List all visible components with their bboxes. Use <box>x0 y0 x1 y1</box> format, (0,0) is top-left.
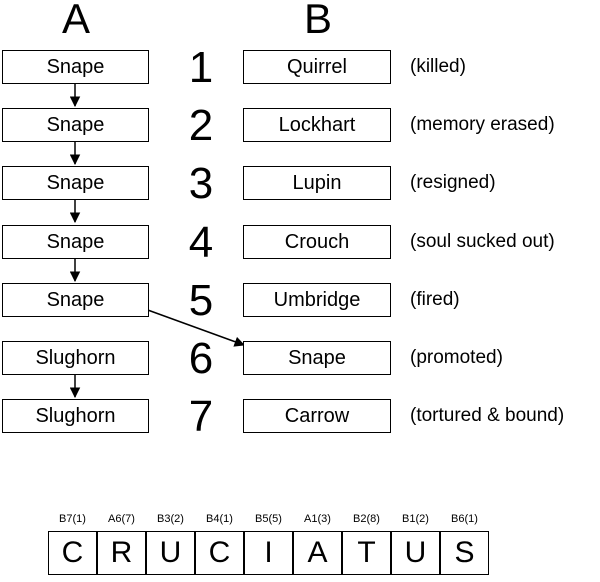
column-a-header: A <box>61 0 90 42</box>
row-2-a-box: Snape <box>2 108 149 142</box>
row-2-number: 2 <box>188 101 214 150</box>
answer-letter-9: S <box>440 531 489 575</box>
row-1-number: 1 <box>188 43 214 92</box>
answer-code-1: B7(1) <box>59 513 86 525</box>
row-6-number: 6 <box>188 334 214 383</box>
row-5-note: (fired) <box>410 289 460 310</box>
row-4-a-box: Snape <box>2 225 149 259</box>
answer-code-6: A1(3) <box>304 513 331 525</box>
answer-letter-6: A <box>293 531 342 575</box>
row-2-note: (memory erased) <box>410 114 555 135</box>
row-4-number: 4 <box>188 218 214 267</box>
row-7-note: (tortured & bound) <box>410 405 565 426</box>
row-5-a-box: Snape <box>2 283 149 317</box>
row-3-b-box: Lupin <box>243 166 391 200</box>
row-6-note: (promoted) <box>410 347 503 368</box>
column-b-header: B <box>303 0 332 42</box>
row-3-number: 3 <box>188 159 214 208</box>
row-6-b-box: Snape <box>243 341 391 375</box>
answer-letter-4: C <box>195 531 244 575</box>
answer-letter-2: R <box>97 531 146 575</box>
answer-code-9: B6(1) <box>451 513 478 525</box>
row-3-note: (resigned) <box>410 172 496 193</box>
row-3-a-box: Snape <box>2 166 149 200</box>
row-7-number: 7 <box>188 392 214 441</box>
row-7-a-box: Slughorn <box>2 399 149 433</box>
answer-code-4: B4(1) <box>206 513 233 525</box>
answer-code-5: B5(5) <box>255 513 282 525</box>
row-7-b-box: Carrow <box>243 399 391 433</box>
answer-code-3: B3(2) <box>157 513 184 525</box>
row-1-a-box: Snape <box>2 50 149 84</box>
row-4-note: (soul sucked out) <box>410 231 555 252</box>
row-6-a-box: Slughorn <box>2 341 149 375</box>
row-4-b-box: Crouch <box>243 225 391 259</box>
answer-letter-8: U <box>391 531 440 575</box>
answer-letter-3: U <box>146 531 195 575</box>
row-1-b-box: Quirrel <box>243 50 391 84</box>
answer-code-8: B1(2) <box>402 513 429 525</box>
answer-code-2: A6(7) <box>108 513 135 525</box>
row-1-note: (killed) <box>410 56 466 77</box>
answer-letter-1: C <box>48 531 97 575</box>
row-5-number: 5 <box>188 276 214 325</box>
answer-letter-7: T <box>342 531 391 575</box>
row-2-b-box: Lockhart <box>243 108 391 142</box>
row-5-b-box: Umbridge <box>243 283 391 317</box>
answer-letter-5: I <box>244 531 293 575</box>
answer-code-7: B2(8) <box>353 513 380 525</box>
